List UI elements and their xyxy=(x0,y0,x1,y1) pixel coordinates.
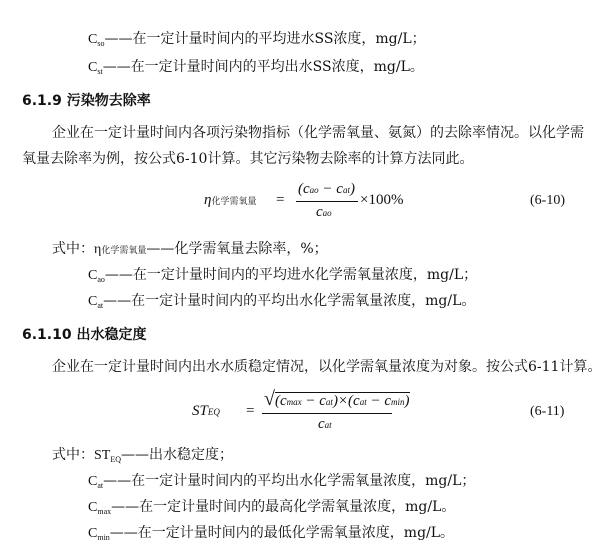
section-heading-6-1-9: 6.1.9 污染物去除率 xyxy=(22,93,151,109)
eq611-number: (6-11) xyxy=(530,404,565,419)
eq611-fraction-bar xyxy=(262,413,392,414)
where-steq: 式中：$ST_{EQ}——$出水稳定度； xyxy=(52,447,234,464)
def-cst: $C_{st}——$在一定计量时间内的平均出水SS浓度，mg/L。 xyxy=(88,59,424,76)
paragraph-6-1-9-line1: 企业在一定计量时间内各项污染物指标（化学需氧量、氨氮）的去除率情况。以化学需 xyxy=(52,125,584,141)
eq611-numerator: √(cmax − cat)×(cat − cmin) xyxy=(264,388,410,410)
section-heading-6-1-10: 6.1.10 出水稳定度 xyxy=(22,327,147,343)
paragraph-6-1-10: 企业在一定计量时间内出水水质稳定情况，以化学需氧量浓度为对象。按公式6-11计算。 xyxy=(52,359,602,375)
eta-symbol: η xyxy=(204,192,212,208)
def-cmin: $C_{min}——$在一定计量时间内的最低化学需氧量浓度，mg/L。 xyxy=(88,525,455,542)
def-cao: $C_{ao}——$在一定计量时间内的平均进水化学需氧量浓度，mg/L； xyxy=(88,267,478,284)
def-cat: $C_{at}——$在一定计量时间内的平均出水化学需氧量浓度，mg/L。 xyxy=(88,293,476,310)
where-eta: 式中：η化学需氧量——化学需氧量去除率，%； xyxy=(52,241,328,257)
paragraph-6-1-9-line2: 氧量去除率为例，按公式6-10计算。其它污染物去除率的计算方法同此。 xyxy=(22,151,474,167)
eq610-denominator: cao xyxy=(316,204,332,220)
eq610-number: (6-10) xyxy=(530,193,565,208)
eq611-denominator: cat xyxy=(318,416,332,432)
def-cmax: $C_{max}——$在一定计量时间内的最高化学需氧量浓度，mg/L。 xyxy=(88,499,456,516)
eq610-fraction-bar xyxy=(296,201,358,202)
st-symbol: ST xyxy=(192,403,208,419)
def-cat-2: $C_{at}——$在一定计量时间内的平均出水化学需氧量浓度，mg/L； xyxy=(88,473,476,490)
eq610-numerator: (cao − cat) xyxy=(298,181,355,197)
def-cso: $C_{so}——$在一定计量时间内的平均进水SS浓度，mg/L； xyxy=(88,31,426,48)
